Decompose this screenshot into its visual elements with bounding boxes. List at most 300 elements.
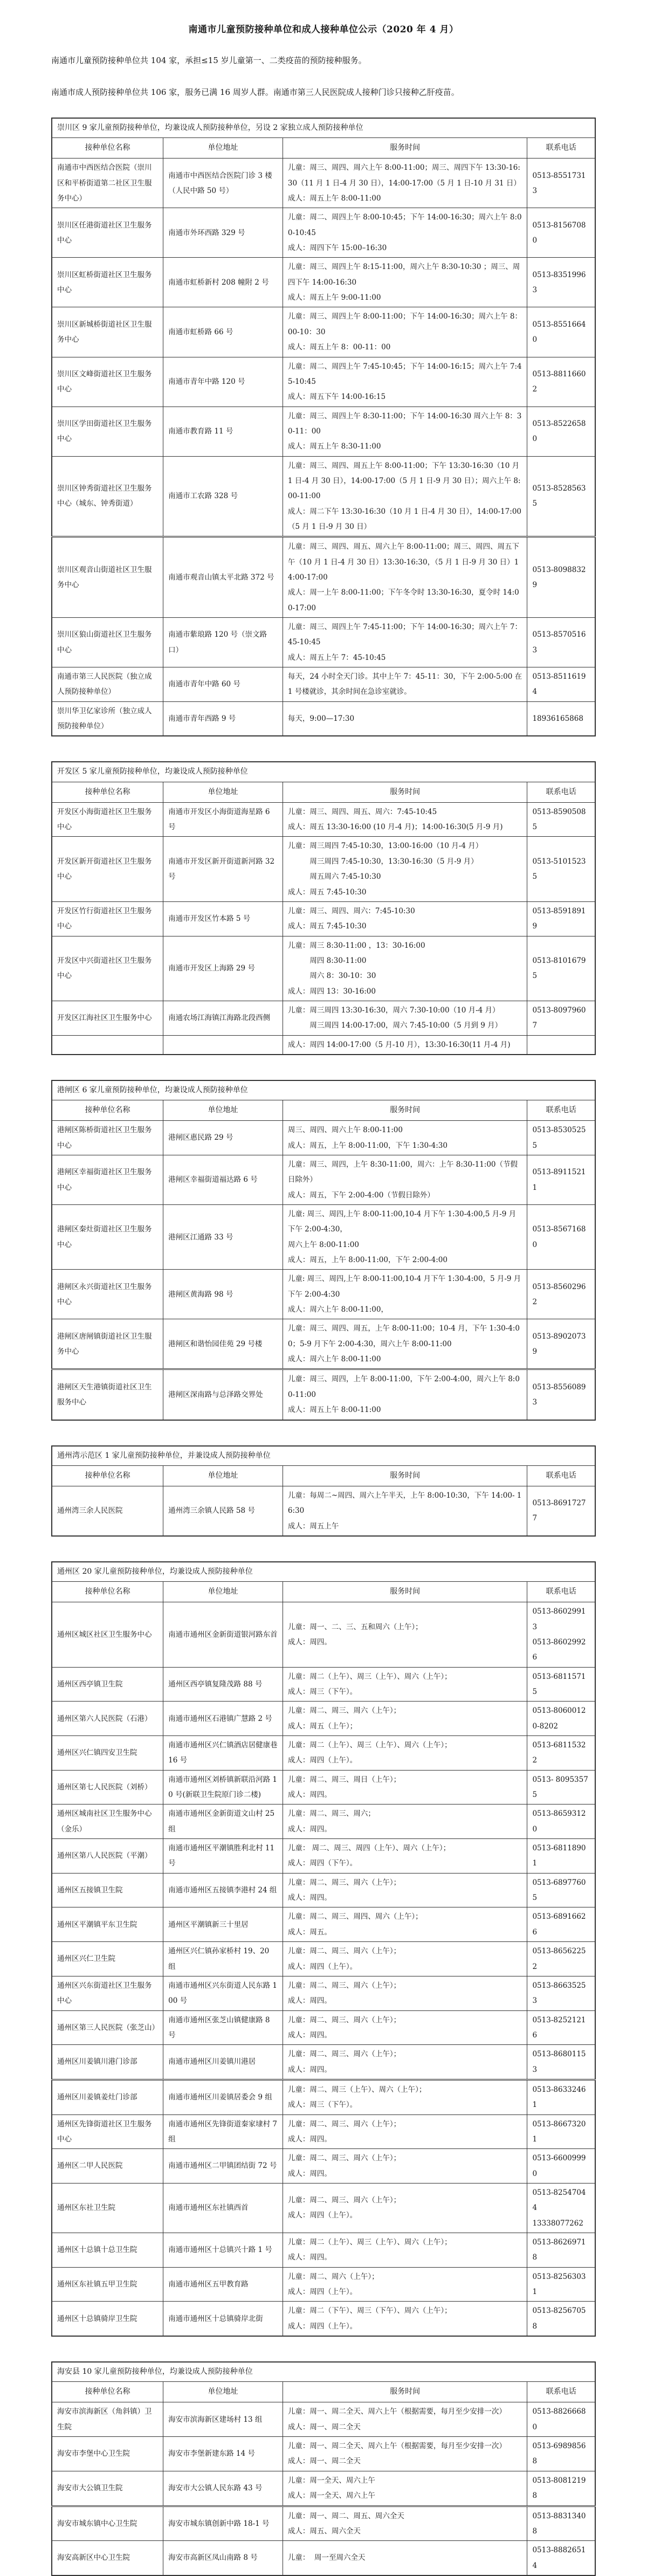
cell-address: 港闸区惠民路 29 号 (163, 1121, 283, 1155)
section-caption-row (52, 1446, 595, 1466)
cell-address: 南通市通州区张芝山镇健康路 8 号 (163, 2010, 283, 2045)
cell-address: 南通市开发区上海路 29 号 (163, 936, 283, 1001)
service-line: 成人：周三（下午）。 (287, 2100, 357, 2110)
phone-line: 0513-82547044 (532, 2188, 586, 2213)
phone-line: 0513-86593120 (532, 1809, 586, 1834)
cell-address: 南通市通州区兴仁镇酒店居健康巷 16 号 (163, 1736, 283, 1771)
cell-phone (527, 1121, 595, 1155)
column-header: 接种单位名称 (52, 1100, 163, 1121)
table-row (52, 901, 595, 936)
table-row (52, 1667, 595, 1702)
cell-unit-name: 通州区五接镇卫生院 (52, 1873, 163, 1907)
service-line: 儿童：周三、周四上午 8:15-11:00，周六上午 8:30-10:30 ；周三、周四下午 14:00-16:30 (287, 263, 520, 287)
table-row (52, 667, 595, 702)
section-caption-row (52, 1562, 595, 1582)
cell-phone (527, 2010, 595, 2045)
service-line: 成人：周五上午 8：00-11：00 (287, 343, 391, 352)
cell-address: 港闸区深南路与总泽路交界处 (163, 1369, 283, 1420)
table-row (52, 2233, 595, 2268)
phone-line: 0513-82567058 (532, 2306, 586, 2331)
phone-line: 0513-88826514 (532, 2546, 586, 2570)
service-line: 儿童： 周二、周三、周四（上午）、周六（上午）； (287, 1844, 451, 1853)
column-header: 联系电话 (527, 1465, 595, 1486)
service-line: 成人：周五上午 7：45-10:45 (287, 653, 386, 662)
service-line: 成人：周四 13：30-16:00 (287, 987, 376, 996)
cell-service-time (283, 2302, 527, 2336)
table-row (52, 258, 595, 307)
cell-service-time (283, 667, 527, 702)
service-line: 成人：周五 7:45-10:30 (287, 922, 367, 931)
cell-unit-name: 南通市中西医结合医院（崇川区和平桥街道第二社区卫生服务中心） (52, 159, 163, 208)
phone-line: 0513-82563031 (532, 2272, 586, 2297)
cell-address: 南通市通州区金新街道文山村 25 组 (163, 1804, 283, 1839)
service-line: 儿童：周三、周四、周五、周六：7:45-10:45 (287, 807, 437, 816)
service-line: 成人：周四。 (287, 2134, 332, 2144)
column-header: 联系电话 (527, 138, 595, 159)
table-row (52, 618, 595, 667)
service-line: 儿童：周二、周三、周四、周六（上午）； (287, 1912, 423, 1921)
cell-service-time (283, 1205, 527, 1270)
cell-unit-name: 崇川华卫亿家诊所（独立成人预防接种单位） (52, 701, 163, 736)
phone-line: 0513-82521216 (532, 2015, 586, 2040)
phone-line: 0513-88116602 (532, 369, 586, 394)
table-row (52, 1873, 595, 1907)
cell-service-time (283, 2506, 527, 2541)
service-line: 儿童：周三、周四上午 7:45-11:00；下午 14:00-16:30；周六上午 7：45-10:45 (287, 623, 522, 647)
cell-service-time (283, 1942, 527, 1976)
phone-line: 0513-85705163 (532, 630, 586, 655)
table-row (52, 1270, 595, 1319)
phone-line: 0513-85517313 (532, 171, 586, 195)
cell-unit-name: 开发区中兴街道社区卫生服务中心 (52, 936, 163, 1001)
cell-service-time (283, 2114, 527, 2149)
table-row (52, 407, 595, 456)
cell-unit-name: 通州区兴东街道社区卫生服务中心 (52, 1976, 163, 2010)
cell-unit-name: 通州区平潮镇平东卫生院 (52, 1907, 163, 1942)
table-row (52, 1804, 595, 1839)
column-header: 单位地址 (163, 1465, 283, 1486)
table-row (52, 1770, 595, 1804)
cell-phone (527, 1942, 595, 1976)
cell-service-time (283, 208, 527, 258)
cell-phone (527, 667, 595, 702)
cell-address: 南通市开发区小海街道海星路 6 号 (163, 802, 283, 837)
table-row (52, 802, 595, 837)
phone-line: 0513-86269718 (532, 2238, 586, 2262)
service-line: 成人：周六上午 8:00-11:00， (287, 1305, 388, 1314)
cell-unit-name: 通州湾三余人民医院 (52, 1486, 163, 1536)
cell-phone (527, 1602, 595, 1667)
column-header: 接种单位名称 (52, 782, 163, 802)
phone-line: 0513-80812198 (532, 2476, 586, 2501)
service-line: 儿童：周一、周二全天、周六上午（根据需要，每月至少安排一次） (287, 2407, 506, 2416)
table-row (52, 2045, 595, 2080)
phone-line: 0513-86029913 (532, 1607, 586, 1631)
cell-service-time (283, 2045, 527, 2080)
service-line: 成人：周四。 (287, 1824, 332, 1834)
service-line: 周六上午 8:00-11:00 (287, 1240, 359, 1249)
phone-line: 0513-85671680 (532, 1225, 586, 1249)
service-line: 儿童：周二、周三、周六； (287, 1809, 375, 1819)
service-line: 成人：周四（上午）。 (287, 1756, 357, 1765)
phone-line: 0513-88266680 (532, 2407, 586, 2432)
phone-line: 13338077262 (532, 2219, 583, 2228)
column-header: 联系电话 (527, 2382, 595, 2402)
service-line: 儿童：周二（下午）、周三（下午）、周六（上午）； (287, 2306, 452, 2316)
column-header: 单位地址 (163, 1582, 283, 1602)
phone-line: 0513-80979607 (532, 1005, 586, 1030)
column-header: 接种单位名称 (52, 138, 163, 159)
cell-phone (527, 1667, 595, 1702)
cell-address: 南通市通州区川姜镇川港居 (163, 2045, 283, 2080)
service-line: 儿童：周二、周三、周六（上午）； (287, 2119, 401, 2129)
service-line: 儿童：周二、周三、周六（上午）； (287, 2196, 401, 2205)
header-row (52, 138, 595, 159)
cell-unit-name: 通州区西亭镇卫生院 (52, 1667, 163, 1702)
cell-service-time (283, 837, 527, 901)
column-header: 服务时间 (283, 782, 527, 802)
phone-line: 0513-86562252 (532, 1947, 586, 1971)
section-caption-row (52, 118, 595, 138)
section-table (51, 1445, 596, 1537)
cell-service-time (283, 2233, 527, 2268)
cell-address: 南通市观音山镇太平北路 372 号 (163, 537, 283, 618)
cell-unit-name: 崇川区学田街道社区卫生服务中心 (52, 407, 163, 456)
cell-phone (527, 2183, 595, 2233)
cell-service-time (283, 1035, 527, 1055)
table-row (52, 2471, 595, 2506)
cell-service-time (283, 2149, 527, 2184)
cell-phone (527, 2233, 595, 2268)
intro-paragraph-children: 南通市儿童预防接种单位共 104 家，承担≤15 岁儿童第一、二类疫苗的预防接种服务。 (51, 56, 367, 65)
table-row (52, 208, 595, 258)
service-line: 成人：周五上午 8:00-11:00 (287, 194, 381, 203)
phone-line: 0513-81567080 (532, 221, 586, 245)
table-row (52, 2079, 595, 2114)
cell-unit-name: 崇川区钟秀街道社区卫生服务中心（城东、钟秀街道） (52, 456, 163, 537)
section-caption: 海安县 10 家儿童预防接种单位，均兼设成人预防接种单位 (52, 2362, 595, 2382)
service-line: 儿童：周二、周三、周六（上午）； (287, 1947, 401, 1956)
cell-service-time (283, 2471, 527, 2506)
service-line: 成人：周四（上午）。 (287, 2288, 357, 2297)
service-line: 成人：周一、周二全天 (287, 2457, 361, 2466)
header-row (52, 1465, 595, 1486)
table-row (52, 1205, 595, 1270)
cell-unit-name: 通州区东社镇五甲卫生院 (52, 2267, 163, 2302)
cell-unit-name: 港闸区永兴街道社区卫生服务中心 (52, 1270, 163, 1319)
cell-unit-name: 海安市大公镇卫生院 (52, 2471, 163, 2506)
cell-unit-name: 通州区城区社区卫生服务中心 (52, 1602, 163, 1667)
cell-service-time (283, 1736, 527, 1771)
cell-service-time (283, 1839, 527, 1874)
section-table (51, 2361, 596, 2576)
service-line: 成人：周二下午 13:30-16:30（10 月 1 日-4 月 30 日），14:00-17:00（5 月 1 日-9 月 30 日） (287, 507, 522, 531)
phone-line: 0513-86029926 (532, 1637, 586, 1662)
service-line: 成人：周四。 (287, 2253, 332, 2262)
section-caption: 崇川区 9 家儿童预防接种单位，均兼设成人预防接种单位，另设 2 家独立成人预防接种单位 (52, 118, 595, 138)
cell-phone (527, 2471, 595, 2506)
service-line: 儿童：周二、周三、周六（上午）； (287, 1981, 401, 1990)
intro-paragraph-adults: 南通市成人预防接种单位共 106 家，服务已满 16 周岁人群。南通市第三人民医院成人接种门诊只接种乙肝疫苗。 (51, 87, 459, 97)
service-line: 儿童：周二、周三（上午）、周六（上午）； (287, 2085, 426, 2094)
service-line: 成人：周四（上午）。 (287, 2322, 357, 2331)
section-table (51, 118, 596, 736)
cell-unit-name: 崇川区狼山街道社区卫生服务中心 (52, 618, 163, 667)
column-header: 单位地址 (163, 1100, 283, 1121)
service-line: 儿童：周三 8:30-11:00 ，13：30-16:00 (287, 941, 425, 950)
cell-unit-name: 通州区第三人民医院（张芝山） (52, 2010, 163, 2045)
page-title: 南通市儿童预防接种单位和成人接种单位公示（2020 年 4 月） (188, 24, 459, 35)
section-table (51, 1561, 596, 2337)
phone-line: 0513-86801153 (532, 2050, 586, 2074)
cell-address: 南通市虹桥路 66 号 (163, 307, 283, 357)
section-caption-row (52, 2362, 595, 2382)
cell-address: 南通市开发区竹本路 5 号 (163, 901, 283, 936)
cell-service-time (283, 1121, 527, 1155)
cell-phone (527, 2267, 595, 2302)
section-caption: 港闸区 6 家儿童预防接种单位，均兼设成人预防接种单位 (52, 1080, 595, 1100)
cell-unit-name: 通州区兴仁镇四安卫生院 (52, 1736, 163, 1771)
service-line: 儿童：周三、周四、周六：7:45-10:30 (287, 906, 415, 915)
cell-service-time (283, 2541, 527, 2575)
cell-phone (527, 1770, 595, 1804)
phone-line: 0513-85560893 (532, 1382, 586, 1407)
cell-service-time (283, 2402, 527, 2437)
section-caption: 通州区 20 家儿童预防接种单位，均兼设成人预防接种单位 (52, 1562, 595, 1582)
service-line: 儿童：周三、周四上午 8:00-11:00；下午 14:00-16:30；周六上午 8：00-10：30 (287, 312, 522, 336)
section-caption-row (52, 1080, 595, 1100)
service-line: 成人：周五 7:45-10:30 (287, 887, 367, 897)
cell-address: 南通市通州区十总镇兴十路 1 号 (163, 2233, 283, 2268)
cell-service-time (283, 159, 527, 208)
service-line: 周三周四 14:00-17:00，周六 7:45-10:00（5 月到 9 月） (287, 1021, 503, 1030)
service-line: 儿童：周二、周三、周六（上午）； (287, 2015, 401, 2024)
cell-service-time (283, 1155, 527, 1205)
service-line: 儿童：周三、周四，上午 8:00-11:00，下午 2:00-4:00，周六上午 8:00-11:00 (287, 1375, 520, 1399)
phone-line: 0513- 80953575 (532, 1775, 588, 1800)
cell-service-time (283, 936, 527, 1001)
phone-line: 0513-66009990 (532, 2154, 586, 2178)
cell-address: 南通市教育路 11 号 (163, 407, 283, 456)
cell-phone (527, 936, 595, 1001)
cell-phone (527, 1270, 595, 1319)
table-row (52, 2541, 595, 2575)
service-line: 成人：周五（上午）； (287, 1721, 357, 1731)
table-row (52, 2149, 595, 2184)
service-line: 成人：周五上午 (287, 1521, 339, 1531)
service-line: 儿童：周一、二、三、五和周六（上午）； (287, 1622, 423, 1631)
service-line: 周三、周四、周六上午 8:00-11:00 (287, 1126, 403, 1135)
cell-phone (527, 701, 595, 736)
cell-unit-name: 海安市滨海新区（角斜镇）卫生院 (52, 2402, 163, 2437)
header-row (52, 2382, 595, 2402)
phone-line: 0513-69898568 (532, 2442, 586, 2466)
service-line: 成人：周一、周二全天 (287, 2422, 361, 2432)
column-header: 接种单位名称 (52, 1582, 163, 1602)
service-line: 成人：周五上午 9:00-11:00 (287, 293, 381, 302)
table-row (52, 2183, 595, 2233)
cell-address: 南通市通州区川姜镇居委会 9 组 (163, 2079, 283, 2114)
cell-phone (527, 1369, 595, 1420)
table-row (52, 2506, 595, 2541)
cell-address (163, 1035, 283, 1055)
phone-line: 0513-80600120-8202 (532, 1706, 586, 1731)
cell-phone (527, 208, 595, 258)
table-row (52, 1035, 595, 1055)
cell-service-time (283, 1804, 527, 1839)
column-header: 接种单位名称 (52, 2382, 163, 2402)
cell-address: 南通市工农路 328 号 (163, 456, 283, 537)
cell-phone (527, 2506, 595, 2541)
header-row (52, 782, 595, 802)
cell-phone (527, 837, 595, 901)
cell-unit-name: 通州区城南社区卫生服务中心（金乐） (52, 1804, 163, 1839)
service-line: 儿童：周二、周六（上午）； (287, 2272, 379, 2281)
cell-unit-name: 崇川区观音山街道社区卫生服务中心 (52, 537, 163, 618)
phone-line: 0513-68115322 (532, 1741, 586, 1765)
phone-line: 18936165868 (532, 714, 583, 723)
service-line: 儿童： 周一至周六全天 (287, 2553, 366, 2563)
cell-service-time (283, 802, 527, 837)
cell-unit-name: 港闸区陈桥街道社区卫生服务中心 (52, 1121, 163, 1155)
tables-container (51, 118, 596, 2576)
table-row (52, 1839, 595, 1874)
section-table (51, 761, 596, 1055)
cell-unit-name: 开发区新开街道社区卫生服务中心 (52, 837, 163, 901)
phone-line: 0513-83519963 (532, 270, 586, 294)
cell-service-time (283, 2010, 527, 2045)
cell-phone (527, 1035, 595, 1055)
phone-line: 0513-89020739 (532, 1332, 586, 1356)
service-line: 儿童：周三、周四上午 8:30-11:00；下午 14:00-16:30 周六上午 8：30-11：00 (287, 411, 522, 436)
cell-phone (527, 357, 595, 407)
service-line: 周五周六 7:45-10:30 (287, 872, 381, 881)
cell-service-time (283, 2183, 527, 2233)
cell-address: 海安市李堡新建东路 14 号 (163, 2437, 283, 2471)
column-header: 单位地址 (163, 2382, 283, 2402)
cell-service-time (283, 1770, 527, 1804)
service-line: 成人：周四下午 15:00–16:30 (287, 244, 387, 253)
cell-phone (527, 2079, 595, 2114)
cell-service-time (283, 701, 527, 736)
service-line: 成人：周一全天、周六上午 (287, 2491, 375, 2501)
header-row (52, 1100, 595, 1121)
column-header: 联系电话 (527, 782, 595, 802)
section-table (51, 1080, 596, 1421)
service-line: 成人：周四。 (287, 1637, 332, 1647)
table-row (52, 1702, 595, 1736)
cell-unit-name: 海安高新区中心卫生院 (52, 2541, 163, 2575)
cell-address: 南通市青年中路 120 号 (163, 357, 283, 407)
phone-line: 0513-68916626 (532, 1912, 586, 1937)
cell-unit-name: 开发区竹行街道社区卫生服务中心 (52, 901, 163, 936)
cell-address: 南通市通州区二甲镇团结街 72 号 (163, 2149, 283, 2184)
cell-address: 通州区兴仁镇孙家桥村 19、20 组 (163, 1942, 283, 1976)
cell-address: 通州区西亭镇复隆茂路 88 号 (163, 1667, 283, 1702)
cell-phone (527, 1839, 595, 1874)
cell-phone (527, 2302, 595, 2336)
table-row (52, 1736, 595, 1771)
cell-address: 港闸区江通路 33 号 (163, 1205, 283, 1270)
phone-line: 0513-88313408 (532, 2511, 586, 2536)
phone-line: 0513-68118901 (532, 1844, 586, 1868)
phone-line: 0513-85226580 (532, 419, 586, 444)
service-line: 儿童：周二、周四上午 8:00-10:45；下午 14:00-16:30；周六上午 8:00-10:45 (287, 213, 522, 237)
service-line: 成人：周四。 (287, 2169, 332, 2178)
cell-phone (527, 2541, 595, 2575)
cell-phone (527, 1736, 595, 1771)
cell-unit-name: 崇川区任港街道社区卫生服务中心 (52, 208, 163, 258)
cell-unit-name: 崇川区虹桥街道社区卫生服务中心 (52, 258, 163, 307)
table-row (52, 2402, 595, 2437)
phone-line: 0513-51015235 (532, 857, 586, 881)
cell-phone (527, 2402, 595, 2437)
service-line: 儿童：周三周四 13:30-16:30，周六 7:30-10:00（10 月-4 月） (287, 1005, 500, 1015)
cell-unit-name: 崇川区新城桥街道社区卫生服务中心 (52, 307, 163, 357)
cell-address: 港闸区幸福街道福达路 6 号 (163, 1155, 283, 1205)
cell-service-time (283, 2079, 527, 2114)
column-header: 接种单位名称 (52, 1465, 163, 1486)
table-row (52, 936, 595, 1001)
service-line: 儿童：周三周四 7:45-10:30，13:00-16:00（10 月-4 月） (287, 842, 483, 851)
cell-service-time (283, 1976, 527, 2010)
cell-service-time (283, 357, 527, 407)
table-row (52, 2302, 595, 2336)
service-line: 成人：周五，下午 2:00-4:00（节假日除外） (287, 1190, 435, 1200)
service-line: 儿童：周二（上午）、周三（上午）、周六（上午）； (287, 1672, 452, 1681)
cell-phone (527, 901, 595, 936)
table-row (52, 357, 595, 407)
cell-service-time (283, 407, 527, 456)
service-line: 儿童：周一全天、周六上午 (287, 2476, 375, 2485)
service-line: 成人：周五、周六全天 (287, 2526, 361, 2536)
cell-service-time (283, 537, 527, 618)
phone-line: 0513-85602962 (532, 1282, 586, 1306)
service-line: 成人：周五 13:30-16:00 (10 月-4 月)；14:00-16:30(5 月-9 月) (287, 823, 503, 832)
cell-phone (527, 1486, 595, 1536)
table-row (52, 1155, 595, 1205)
phone-line: 0513-86917277 (532, 1499, 586, 1523)
service-line: 儿童：周二、周三、周日（上午）； (287, 1775, 401, 1784)
cell-service-time (283, 2267, 527, 2302)
table-row (52, 1486, 595, 1536)
cell-phone (527, 2149, 595, 2184)
service-line: 儿童：周三、周四、周五，上午 8:00-11:00；10-4 月，下午 1:30-4:00；5-9 月下午 2:00-4:30，周六上午 8:00-11:00 (287, 1324, 520, 1348)
cell-address: 南通市通州区平潮镇胜利北村 11 号 (163, 1839, 283, 1874)
service-line: 成人：周四（上午）。 (287, 2211, 357, 2220)
cell-unit-name: 通州区第七人民医院（刘桥） (52, 1770, 163, 1804)
cell-unit-name: 通州区二甲人民医院 (52, 2149, 163, 2184)
cell-service-time (283, 618, 527, 667)
cell-unit-name: 海安市城东镇中心卫生院 (52, 2506, 163, 2541)
section-caption-row (52, 762, 595, 782)
cell-address: 南通市紫琅路 120 号（崇文路口） (163, 618, 283, 667)
cell-phone (527, 537, 595, 618)
phone-line: 0513-68115715 (532, 1672, 586, 1696)
cell-unit-name: 港闸区唐闸镇街道社区卫生服务中心 (52, 1319, 163, 1369)
table-row (52, 2267, 595, 2302)
cell-service-time (283, 1667, 527, 1702)
cell-phone (527, 1205, 595, 1270)
service-line: 周三周四 7:45-10:30，13:30-16:30（5 月-9 月） (287, 857, 478, 866)
cell-phone (527, 2114, 595, 2149)
cell-service-time (283, 1702, 527, 1736)
column-header: 单位地址 (163, 138, 283, 159)
cell-service-time (283, 1873, 527, 1907)
service-line: 儿童: 周三、周四,上午 8:00-11:00,10-4 月下午 1:30-4:00,5 月-9 月下午 2:00-4:30， (287, 1210, 517, 1234)
service-line: 成人：周五。 (287, 1927, 332, 1937)
phone-line: 0513-85516640 (532, 320, 586, 344)
